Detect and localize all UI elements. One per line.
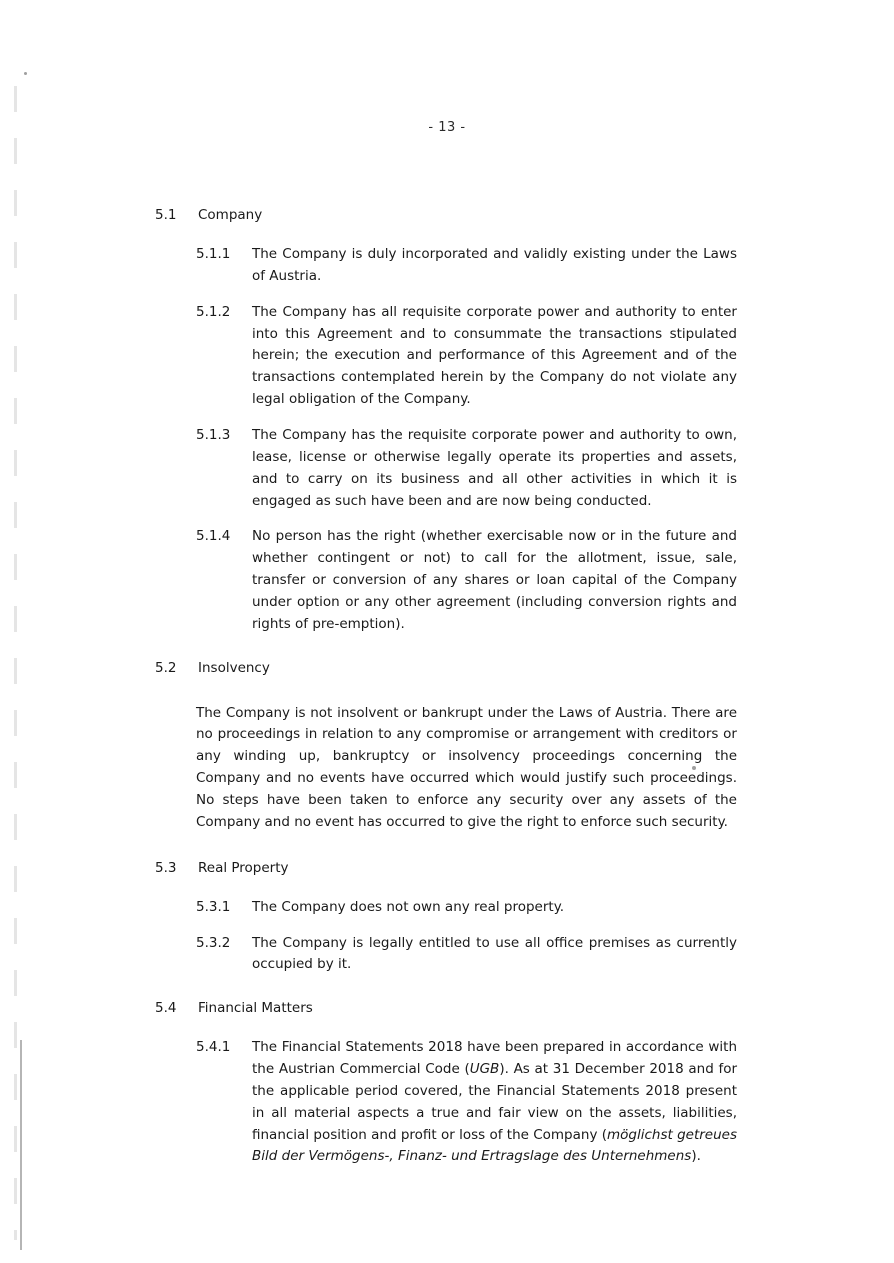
clause-5-3-1 <box>0 897 894 919</box>
clause-text-5-1-4: No person has the right (whether exercisable now or in the future and whether contingent or not) to call for the allotment, issue, sale, transfer or conversion of any shares or loan capital of the Company under option or any other agreement (including conversion rights and rights of pre-emption). <box>252 528 737 632</box>
clause-5-1-2 <box>0 302 894 411</box>
clause-text-5-1-2: The Company has all requisite corporate power and authority to enter into this Agreement and to consummate the transactions stipulated herein; the execution and performance of this Agreement and of the transactions contemplated herein by the Company do not violate any legal obligation of the Company. <box>252 303 737 408</box>
clause-text-5-4-1-part3: ). <box>691 1148 701 1165</box>
clause-heading-5-4 <box>0 998 894 1019</box>
clause-text-5-3-1: The Company does not own any real property. <box>252 898 565 915</box>
clause-text-5-1-3: The Company has the requisite corporate power and authority to own, lease, license or otherwise legally operate its properties and assets, and to carry on its business and all other activities in which it is engaged as such have been and are now being conducted. <box>252 426 737 509</box>
clause-5-1-3 <box>0 425 894 512</box>
clause-number-5-2: 5.2 <box>155 659 177 676</box>
clause-number-5-4: 5.4 <box>155 1000 177 1017</box>
clause-text-5-3-2: The Company is legally entitled to use all office premises as currently occupied by it. <box>252 934 737 973</box>
clause-number-5-1-2: 5.1.2 <box>196 303 231 320</box>
clause-5-1-1 <box>0 244 894 288</box>
clause-5-4-1 <box>0 1037 894 1168</box>
clause-text-5-4-1-italic-german: möglichst getreues Bild der Vermögens-, Finanz- und Ertragslage des Unternehmens <box>252 1126 738 1165</box>
clause-heading-5-2 <box>0 658 894 679</box>
clause-title-5-3: Real Property <box>198 859 289 876</box>
clause-number-5-3: 5.3 <box>155 859 177 876</box>
clause-5-1-4 <box>0 526 894 635</box>
document-body <box>0 205 894 1182</box>
clause-text-5-4-1 <box>252 1037 737 1168</box>
clause-text-5-4-1-part2: ). As at 31 December 2018 and for the applicable period covered, the Financial Statements 2018 present in all material aspects a true and fair view on the assets, liabilities, financial position and profit or loss of the Company ( <box>252 1061 738 1143</box>
clause-number-5-3-2: 5.3.2 <box>196 934 231 951</box>
clause-title-5-4: Financial Matters <box>198 1000 313 1017</box>
clause-number-5-4-1: 5.4.1 <box>196 1039 231 1056</box>
clause-text-5-1-1: The Company is duly incorporated and validly existing under the Laws of Austria. <box>252 245 737 284</box>
clause-number-5-3-1: 5.3.1 <box>196 898 231 915</box>
clause-title-5-2: Insolvency <box>198 659 270 676</box>
clause-number-5-1-3: 5.1.3 <box>196 426 231 443</box>
clause-title-5-1: Company <box>198 207 263 223</box>
clause-text-5-4-1-italic-ugb: UGB <box>469 1061 500 1078</box>
clause-5-3-2 <box>0 933 894 977</box>
scan-speck <box>24 72 27 75</box>
page-number: - 13 - <box>428 120 466 135</box>
clause-number-5-1-4: 5.1.4 <box>196 528 231 545</box>
clause-text-5-4-1-part1: The Financial Statements 2018 have been prepared in accordance with the Austrian Commercial Code ( <box>252 1039 737 1078</box>
clause-text-5-2: The Company is not insolvent or bankrupt under the Laws of Austria. There are no proceedings in relation to any compromise or arrangement with creditors or any winding up, bankruptcy or insolvency proceedings concerning the Company and no events have occurred which would justify such proceedings. No steps have been taken to enforce any security over any assets of the Company and no event has occurred to give the right to enforce such security. <box>196 704 737 830</box>
clause-number-5-1: 5.1 <box>155 207 177 223</box>
clause-heading-5-3 <box>0 858 894 879</box>
clause-heading-5-1 <box>0 205 894 226</box>
clause-number-5-1-1: 5.1.1 <box>196 245 231 262</box>
